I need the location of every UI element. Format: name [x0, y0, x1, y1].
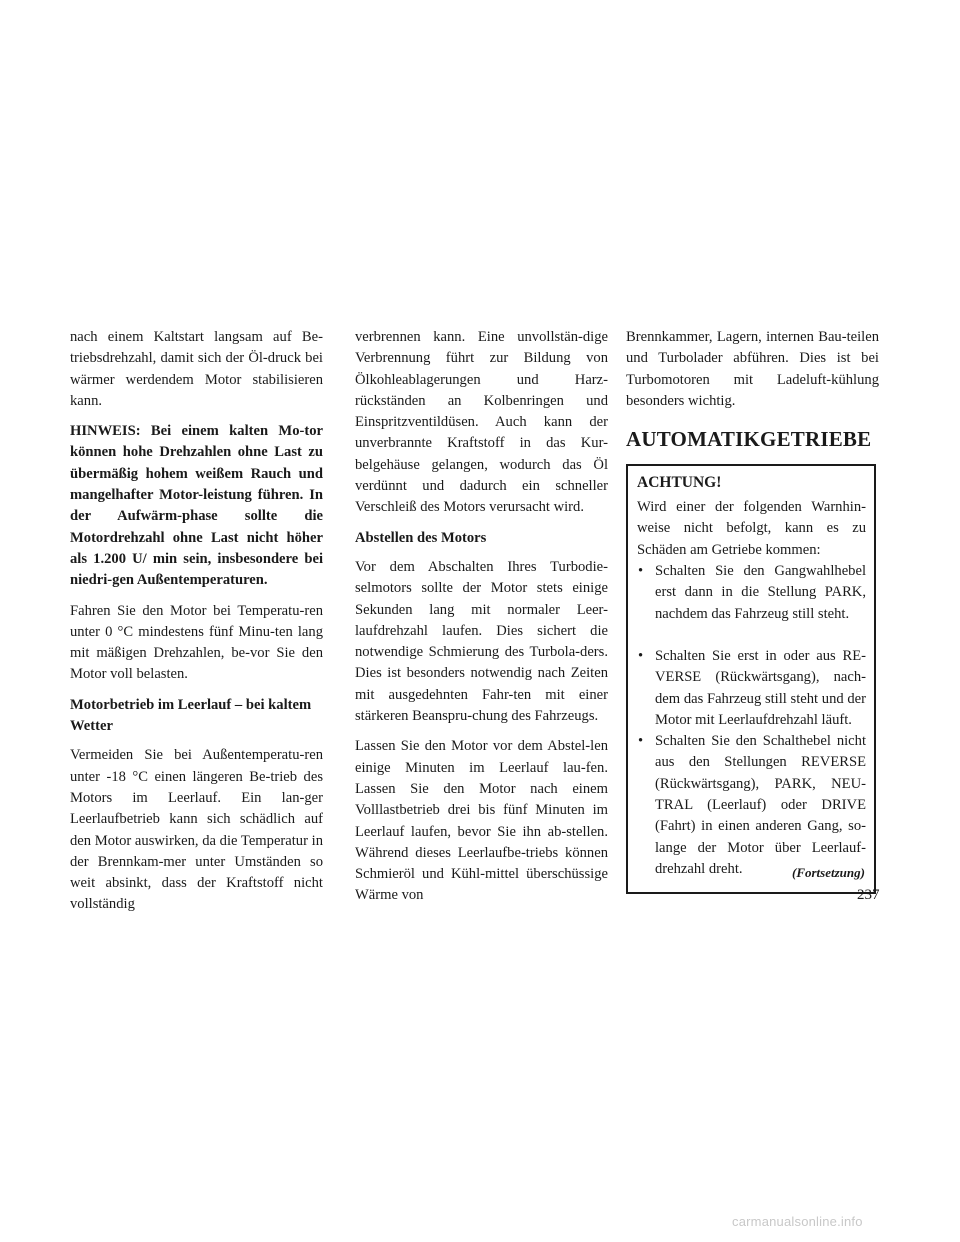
paragraph: Vermeiden Sie bei Außentemperatu-ren unter -18 °C einen längeren Be-trieb des Motors im Leerlauf. Ein lan-ger Leerlaufbetrieb kann sich schädlich auf den Motor auswirken, da die Temperatur in der Brennkam-mer unter Umständen so weit absinkt, dass der Kraftstoff nicht vollständig — [70, 747, 323, 913]
column-right — [626, 327, 879, 894]
warning-intro: Wird einer der folgenden Warnhin-weise nicht befolgt, kann es zu Schäden am Getriebe kommen: — [637, 499, 866, 558]
note-label: HINWEIS: — [70, 423, 141, 440]
page-number: 237 — [857, 887, 880, 903]
warning-item: • Schalten Sie den Schalthebel nicht aus den Stellungen REVERSE (Rückwärtsgang), PARK, NEU-TRAL (Leerlauf) oder DRIVE (Fahrt) in einen anderen Gang, so-lange der Motor über Leerlauf-drehzahl dreht. — [637, 731, 866, 880]
warning-title: ACHTUNG! — [637, 474, 722, 492]
paragraph: Brennkammer, Lagern, internen Bau-teilen und Turbolader abführen. Dies ist bei Turbomotoren mit Ladeluft-kühlung besonders wichtig. — [626, 329, 879, 409]
paragraph: Lassen Sie den Motor vor dem Abstel-len einige Minuten im Leerlauf lau-fen. Lassen Sie den Motor nach einem Volllastbetrieb drei bis fünf Minuten im Leerlauf laufen, bevor Sie ihn ab-stellen. Während dieses Leerlaufbe-triebs können Schmieröl und Kühl-mittel überschüssige Wärme von — [355, 738, 608, 904]
continued-label: (Fortsetzung) — [792, 865, 865, 880]
paragraph: Vor dem Abschalten Ihres Turbodie-selmotors sollte der Motor stets einige Sekunden lang mit normaler Leer-laufdrehzahl laufen. Dies sichert die notwendige Schmierung des Turbola-ders. Dies ist besonders notwendig nach Zeiten mit ausgedehnten Fahr-ten mit einer stärkeren Beanspru-chung des Fahrzeugs. — [355, 558, 608, 725]
section-title: AUTOMATIKGETRIEBE — [626, 427, 872, 452]
subheading-engine-shutdown: Abstellen des Motors — [355, 529, 487, 546]
note-text: Bei einem kalten Mo-tor können hohe Drehzahlen ohne Last zu übermäßig hohem weißem Rauch und mangelhafter Motor-leistung führen. In der Aufwärm-phase sollte die Motordrehzahl ohne Last nicht höher als 1.200 U/ min sein, insbesondere bei niedri-gen Außentemperaturen. — [70, 423, 323, 589]
paragraph: nach einem Kaltstart langsam auf Be-triebsdrehzahl, damit sich der Öl-druck bei wärmer werdendem Motor stabilisieren kann. — [70, 329, 323, 409]
warning-item: • Schalten Sie den Gangwahlhebel erst dann in die Stellung PARK, nachdem das Fahrzeug still steht. — [637, 561, 866, 625]
paragraph: verbrennen kann. Eine unvollstän-dige Verbrennung führt zur Bildung von Ölkohleablagerungen und Harz-rückständen an Kolbenringen und Einspritzventildüsen. Auch kann der unverbrannte Kraftstoff in das Kur-belgehäuse gelangen, wodurch das Öl verdünnt und dadurch ein schneller Verschleiß des Motors verursacht wird. — [355, 329, 608, 516]
warning-item: • Schalten Sie erst in oder aus RE-VERSE (Rückwärtsgang), nach-dem das Fahrzeug still steht und der Motor mit Leerlaufdrehzahl läuft. — [637, 646, 866, 731]
column-middle — [355, 327, 608, 907]
warning-list — [637, 561, 866, 880]
subheading-idle-cold: Motorbetrieb im Leerlauf – bei kaltem Wetter — [70, 696, 312, 735]
note-paragraph — [70, 421, 323, 591]
paragraph: Fahren Sie den Motor bei Temperatu-ren unter 0 °C mindestens fünf Minu-ten lang mit mäßigen Drehzahlen, be-vor Sie den Motor voll belasten. — [70, 602, 323, 683]
warning-box — [626, 464, 876, 894]
watermark: carmanualsonline.info — [732, 1214, 863, 1229]
column-left — [70, 327, 323, 916]
